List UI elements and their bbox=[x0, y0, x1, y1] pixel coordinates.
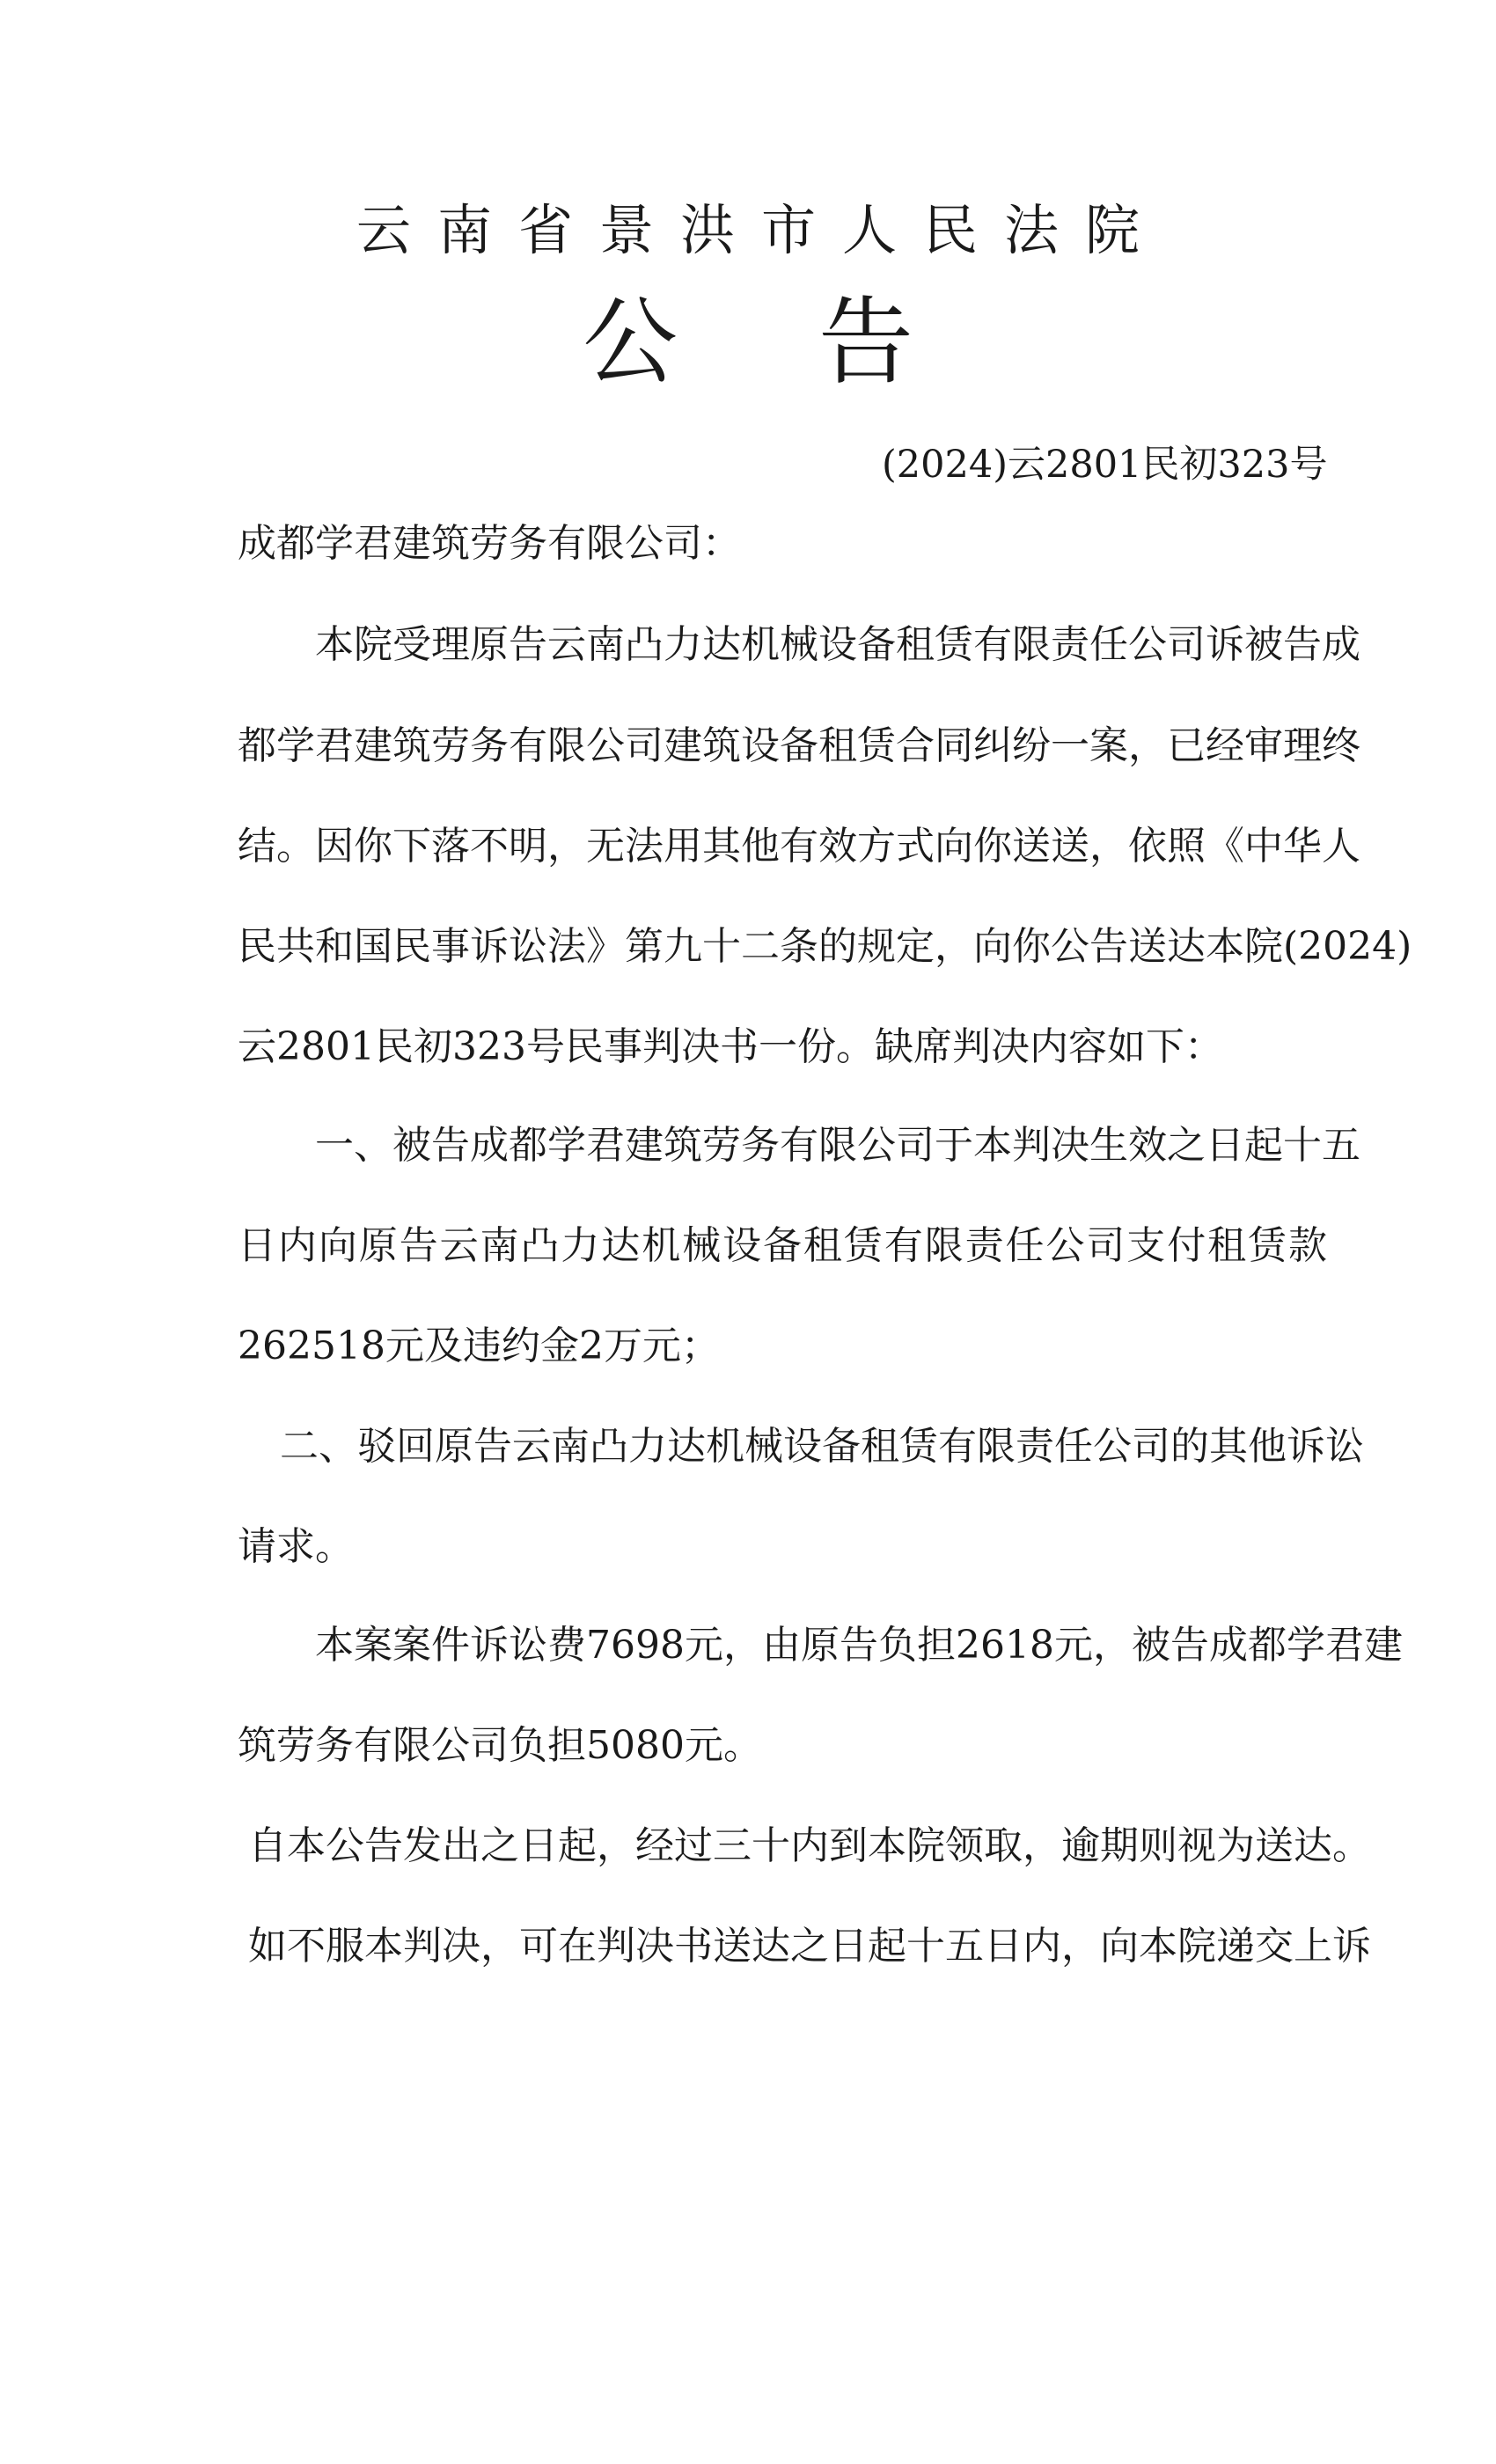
body-line: 本案案件诉讼费7698元，由原告负担2618元，被告成都学君建 bbox=[315, 1623, 1403, 1668]
body-line: 都学君建筑劳务有限公司建筑设备租赁合同纠纷一案，已经审理终 bbox=[238, 723, 1360, 768]
judgment-item: 二、驳回原告云南凸力达机械设备租赁有限责任公司的其他诉讼 bbox=[280, 1424, 1364, 1469]
body-line: 本院受理原告云南凸力达机械设备租赁有限责任公司诉被告成 bbox=[315, 622, 1360, 667]
body-line: 结。因你下落不明，无法用其他有效方式向你送送，依照《中华人 bbox=[238, 824, 1360, 869]
judgment-item: 262518元及违约金2万元； bbox=[238, 1324, 720, 1368]
body-line: 如不服本判决，可在判决书送达之日起十五日内，向本院递交上诉 bbox=[248, 1924, 1371, 1969]
case-number: (2024)云2801民初323号 bbox=[882, 443, 1328, 487]
judgment-item: 一、被告成都学君建筑劳务有限公司于本判决生效之日起十五 bbox=[315, 1123, 1360, 1168]
document-title: 公告 bbox=[582, 288, 1054, 398]
judgment-item: 日内向原告云南凸力达机械设备租赁有限责任公司支付租赁款 bbox=[238, 1223, 1327, 1268]
judgment-item: 请求。 bbox=[238, 1524, 354, 1569]
court-name: 云南省景洪市人民法院 bbox=[356, 198, 1166, 262]
body-line: 云2801民初323号民事判决书一份。缺席判决内容如下： bbox=[238, 1024, 1223, 1069]
body-line: 民共和国民事诉讼法》第九十二条的规定，向你公告送达本院(2024) bbox=[238, 924, 1412, 969]
body-line: 筑劳务有限公司负担5080元。 bbox=[238, 1723, 762, 1768]
body-line: 自本公告发出之日起，经过三十内到本院领取，逾期则视为送达。 bbox=[248, 1823, 1371, 1868]
addressee: 成都学君建筑劳务有限公司： bbox=[238, 521, 741, 566]
